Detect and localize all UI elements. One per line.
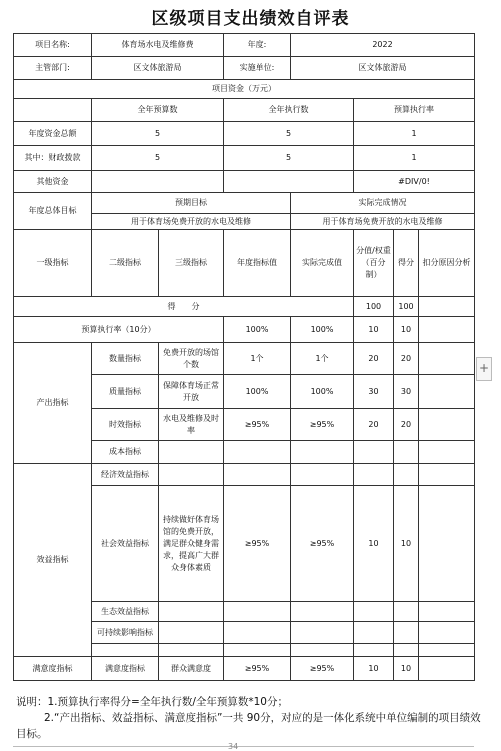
output-weight: 30: [354, 375, 394, 409]
project-name-value: 体育场水电及维修费: [92, 34, 224, 57]
budget-exec-score: 10: [394, 317, 419, 343]
header-actual: 实际完成值: [291, 230, 354, 297]
funds-row-label: 年度资金总额: [14, 122, 92, 146]
funds-budget: 5: [92, 146, 224, 171]
expected-goal: 用于体育场免费开放的水电及维修: [92, 214, 291, 230]
output-target: ≥95%: [224, 409, 291, 441]
impl-label: 实施单位:: [224, 57, 291, 80]
output-weight: 20: [354, 409, 394, 441]
effect-label: 效益指标: [14, 464, 92, 657]
impl-value: 区文体旅游局: [291, 57, 475, 80]
year-value: 2022: [291, 34, 475, 57]
budget-exec-label: 预算执行率（10分）: [14, 317, 224, 343]
info-row-project: [14, 34, 475, 57]
notes: [16, 694, 486, 742]
effect-target: ≥95%: [224, 486, 291, 602]
output-l2: 成本指标: [92, 441, 159, 464]
effect-score: 10: [394, 486, 419, 602]
info-row-dept: [14, 57, 475, 80]
output-score: 20: [394, 409, 419, 441]
budget-exec-target: 100%: [224, 317, 291, 343]
funds-exec: 5: [224, 146, 354, 171]
score-row: [14, 297, 475, 317]
budget-exec-row: [14, 317, 475, 343]
header-score: 得分: [394, 230, 419, 297]
satisfaction-weight: 10: [354, 657, 394, 681]
budget-exec-weight: 10: [354, 317, 394, 343]
actual-header: 实际完成情况: [291, 193, 475, 214]
satisfaction-row: [14, 657, 475, 681]
funds-colhead-row: [14, 99, 475, 122]
effect-l2-economic: 经济效益指标: [92, 464, 159, 486]
output-actual: 1个: [291, 343, 354, 375]
funds-exec: 5: [224, 122, 354, 146]
dept-label: 主管部门:: [14, 57, 92, 80]
funds-rate: 1: [354, 122, 475, 146]
header-target: 年度指标值: [224, 230, 291, 297]
score-label: 得 分: [14, 297, 354, 317]
add-icon[interactable]: +: [476, 357, 492, 381]
note-line-1: 说明：1.预算执行率得分=全年执行数/全年预算数*10分；: [16, 696, 288, 708]
dept-value: 区文体旅游局: [92, 57, 224, 80]
effect-weight: 10: [354, 486, 394, 602]
note-line-2: 2.“产出指标、效益指标、满意度指标”一共 90分，对应的是一体化系统中单位编制的项目绩效目标。: [16, 712, 481, 740]
satisfaction-l2: 满意度指标: [92, 657, 159, 681]
effect-l2-ecological: 生态效益指标: [92, 602, 159, 622]
header-reason: 扣分原因分析: [419, 230, 475, 297]
indicator-header-row: [14, 230, 475, 297]
page-number: 34: [228, 742, 239, 751]
output-target: 100%: [224, 375, 291, 409]
header-weight: 分值/权重（百分制）: [354, 230, 394, 297]
funds-exec: [224, 171, 354, 193]
effect-row: [14, 464, 475, 486]
evaluation-table: [13, 33, 475, 681]
score-value: 100: [394, 297, 419, 317]
output-l3: 保障体育场正常开放: [159, 375, 224, 409]
output-l2: 数量指标: [92, 343, 159, 375]
funds-row-label: 其他资金: [14, 171, 92, 193]
output-score: 20: [394, 343, 419, 375]
col-exec: 全年执行数: [224, 99, 354, 122]
output-target: 1个: [224, 343, 291, 375]
funds-header-row: [14, 80, 475, 99]
goals-label: 年度总体目标: [14, 193, 92, 230]
score-weight: 100: [354, 297, 394, 317]
output-score: 30: [394, 375, 419, 409]
funds-header: 项目资金（万元）: [14, 80, 475, 99]
funds-budget: 5: [92, 122, 224, 146]
effect-l2-sustainable: 可持续影响指标: [92, 622, 159, 644]
page-divider: [13, 746, 474, 747]
effect-l3-social: 持续做好体育场馆的免费开放，满足群众健身需求，提高广大群众身体素质: [159, 486, 224, 602]
actual-goal: 用于体育场免费开放的水电及维修: [291, 214, 475, 230]
satisfaction-score: 10: [394, 657, 419, 681]
header-l1: 一级指标: [14, 230, 92, 297]
funds-budget: [92, 171, 224, 193]
output-l2: 时效指标: [92, 409, 159, 441]
effect-actual: ≥95%: [291, 486, 354, 602]
output-l3: 水电及维修及时率: [159, 409, 224, 441]
satisfaction-label: 满意度指标: [14, 657, 92, 681]
header-l3: 三级指标: [159, 230, 224, 297]
output-row: [14, 343, 475, 375]
output-actual: ≥95%: [291, 409, 354, 441]
funds-row: [14, 146, 475, 171]
funds-row: [14, 122, 475, 146]
page-title: 区级项目支出绩效自评表: [151, 9, 350, 29]
effect-l2-social: 社会效益指标: [92, 486, 159, 602]
satisfaction-l3: 群众满意度: [159, 657, 224, 681]
year-label: 年度:: [224, 34, 291, 57]
output-label: 产出指标: [14, 343, 92, 464]
satisfaction-target: ≥95%: [224, 657, 291, 681]
budget-exec-actual: 100%: [291, 317, 354, 343]
project-name-label: 项目名称:: [14, 34, 92, 57]
output-l3: 免费开放的场馆个数: [159, 343, 224, 375]
funds-row: [14, 171, 475, 193]
expected-header: 预期目标: [92, 193, 291, 214]
header-l2: 二级指标: [92, 230, 159, 297]
funds-rate: #DIV/0!: [354, 171, 475, 193]
output-actual: 100%: [291, 375, 354, 409]
output-weight: 20: [354, 343, 394, 375]
satisfaction-actual: ≥95%: [291, 657, 354, 681]
funds-rate: 1: [354, 146, 475, 171]
funds-row-label: 其中：财政拨款: [14, 146, 92, 171]
goals-header-row: [14, 193, 475, 214]
col-rate: 预算执行率: [354, 99, 475, 122]
col-budget: 全年预算数: [92, 99, 224, 122]
output-l2: 质量指标: [92, 375, 159, 409]
